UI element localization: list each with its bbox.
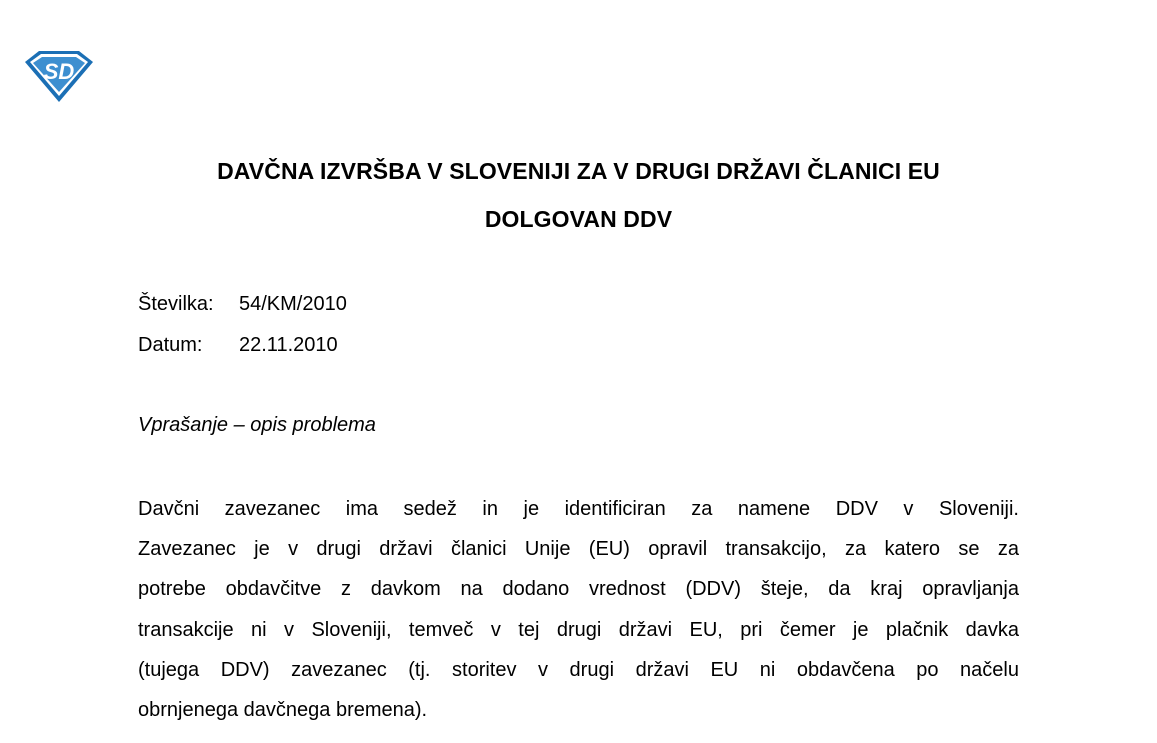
paragraph-line: Davčni zavezanec ima sedež in je identificiran za namene DDV v Sloveniji. (138, 498, 1019, 520)
document-number-value: 54/KM/2010 (239, 293, 347, 315)
paragraph-line: (tujega DDV) zavezanec (tj. storitev v drugi državi EU ni obdavčena po načelu (138, 658, 1019, 681)
document-date-row (138, 334, 338, 357)
paragraph-line: obrnjenega davčnega bremena). (138, 698, 428, 721)
paragraph-line: transakcije ni v Sloveniji, temveč v tej drugi državi EU, pri čemer je plačnik davka (138, 618, 1019, 641)
problem-description-paragraph (138, 489, 1019, 730)
section-heading: Vprašanje – opis problema (138, 414, 376, 436)
document-date-value: 22.11.2010 (239, 334, 338, 356)
paragraph-line: potrebe obdavčitve z davkom na dodano vrednost (DDV) šteje, da kraj opravljanja (138, 578, 1019, 601)
document-date-label: Datum: (138, 334, 203, 356)
sd-shield-logo (22, 48, 96, 104)
svg-text:SD: SD (43, 59, 75, 84)
document-title-line-2: DOLGOVAN DDV (484, 206, 673, 232)
document-title-line-1: DAVČNA IZVRŠBA V SLOVENIJI ZA V DRUGI DRŽAVI ČLANICI EU (217, 158, 940, 184)
paragraph-line: Zavezanec je v drugi državi članici Unije (EU) opravil transakcijo, za katero se za (138, 538, 1019, 561)
document-number-row (138, 293, 347, 316)
document-number-label: Številka: (138, 293, 214, 315)
shield-logo-icon (22, 48, 96, 104)
